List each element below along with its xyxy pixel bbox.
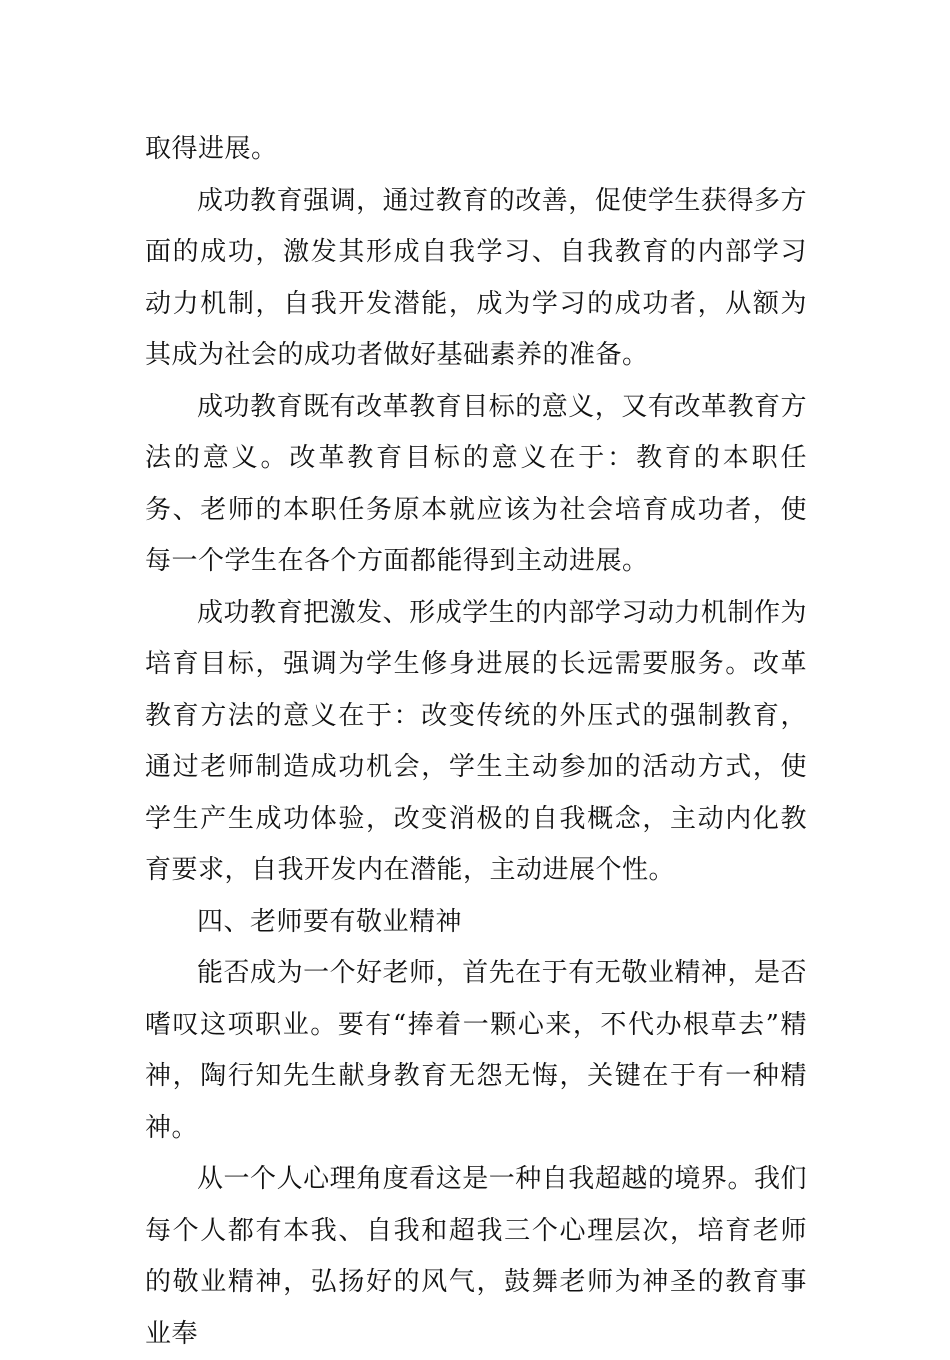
document-body [145, 124, 807, 1360]
paragraph-psychology: 从一个人心理角度看这是一种自我超越的境界。我们每个人都有本我、自我和超我三个心理层次，培育老师的敬业精神，弘扬好的风气，鼓舞老师为神圣的教育事业奉 [145, 1164, 807, 1349]
paragraph-good-teacher: 能否成为一个好老师，首先在于有无敬业精神，是否嗜叹这项职业。要有“捧着一颗心来，不代办根草去”精神，陶行知先生献身教育无怨无悔，关键在于有一种精神。 [145, 958, 807, 1143]
paragraph-success-education-emphasis: 成功教育强调，通过教育的改善，促使学生获得多方面的成功，激发其形成自我学习、自我教育的内部学习动力机制，自我开发潜能，成为学习的成功者，从额为其成为社会的成功者做好基础素养的准备。 [145, 185, 807, 370]
paragraph-continuation: 取得进展。 [145, 134, 278, 164]
section-heading-dedication: 四、老师要有敬业精神 [197, 906, 463, 937]
paragraph-reform-methods: 成功教育把激发、形成学生的内部学习动力机制作为培育目标，强调为学生修身进展的长远需要服务。改革教育方法的意义在于：改变传统的外压式的强制教育，通过老师制造成功机会，学生主动参加的活动方式，使学生产生成功体验，改变消极的自我概念，主动内化教育要求，自我开发内在潜能，主动进展个性。 [145, 597, 807, 885]
paragraph-reform-goals: 成功教育既有改革教育目标的意义，又有改革教育方法的意义。改革教育目标的意义在于：教育的本职任务、老师的本职任务原本就应该为社会培育成功者，使每一个学生在各个方面都能得到主动进展。 [145, 391, 807, 576]
